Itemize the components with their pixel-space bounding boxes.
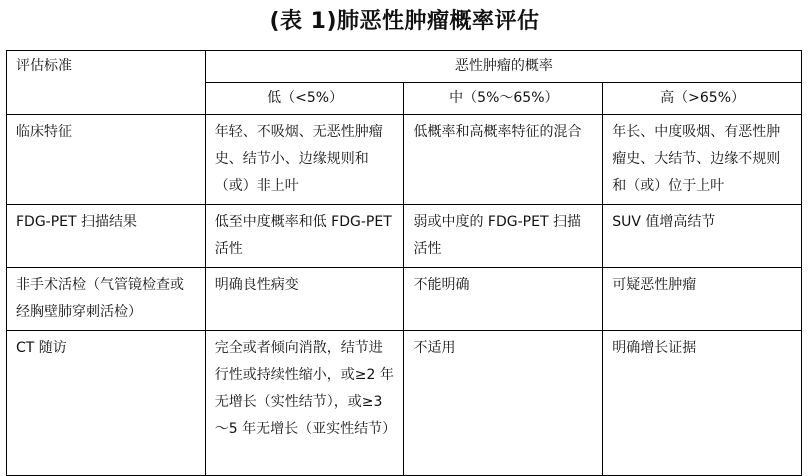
mid-text: 不能明确: [413, 277, 470, 293]
header-criterion-label: 评估标准: [16, 58, 72, 74]
low-text: 低至中度概率和低 FDG-PET 活性: [214, 214, 392, 257]
mid-cell: [404, 205, 603, 268]
criterion-text: 临床特征: [16, 124, 72, 140]
table-title: (表 1)肺恶性肿瘤概率评估: [269, 9, 540, 34]
mid-cell: [404, 268, 603, 331]
level-low-label: 低（<5%）: [267, 90, 344, 106]
header-row-group: [7, 51, 802, 83]
table-row: [7, 268, 802, 331]
mid-text: 弱或中度的 FDG-PET 扫描活性: [413, 214, 581, 257]
mid-text: 低概率和高概率特征的混合: [413, 124, 582, 140]
level-high-label: 高（>65%）: [660, 90, 746, 106]
low-cell: [205, 268, 404, 331]
header-level-low: [205, 83, 404, 115]
header-criterion-cell: [7, 51, 206, 115]
high-cell: [603, 331, 802, 476]
high-text: 年长、中度吸烟、有恶性肿瘤史、大结节、边缘不规则和（或）位于上叶: [612, 124, 781, 194]
header-level-mid: [404, 83, 603, 115]
criterion-cell: [7, 115, 206, 205]
mid-cell: [404, 115, 603, 205]
high-cell: [603, 115, 802, 205]
header-group-label: 恶性肿瘤的概率: [454, 58, 553, 74]
criterion-cell: [7, 331, 206, 476]
criterion-cell: [7, 268, 206, 331]
level-mid-label: 中（5%～65%）: [449, 90, 559, 106]
criterion-text: CT 随访: [16, 340, 67, 356]
criterion-text: FDG-PET 扫描结果: [16, 214, 138, 230]
low-text: 明确良性病变: [214, 277, 299, 293]
criterion-text: 非手术活检（气管镜检查或经胸壁肺穿刺活检）: [16, 277, 184, 320]
table-row: [7, 205, 802, 268]
table-row: [7, 115, 802, 205]
high-cell: [603, 205, 802, 268]
low-text: 年轻、不吸烟、无恶性肿瘤史、结节小、边缘规则和（或）非上叶: [214, 124, 383, 194]
low-cell: [205, 115, 404, 205]
high-text: 可疑恶性肿瘤: [612, 277, 697, 293]
header-level-high: [603, 83, 802, 115]
criterion-cell: [7, 205, 206, 268]
high-text: 明确增长证据: [612, 340, 697, 356]
low-cell: [205, 331, 404, 476]
mid-cell: [404, 331, 603, 476]
table-row: [7, 331, 802, 476]
low-cell: [205, 205, 404, 268]
header-group-cell: [205, 51, 801, 83]
malignancy-probability-table: [6, 50, 802, 476]
mid-text: 不适用: [413, 340, 456, 356]
high-text: SUV 值增高结节: [612, 214, 716, 230]
high-cell: [603, 268, 802, 331]
low-text: 完全或者倾向消散，结节进行性或持续性缩小，或≥2 年无增长（实性结节），或≥3～5 年无增长（亚实性结节）: [214, 340, 397, 437]
